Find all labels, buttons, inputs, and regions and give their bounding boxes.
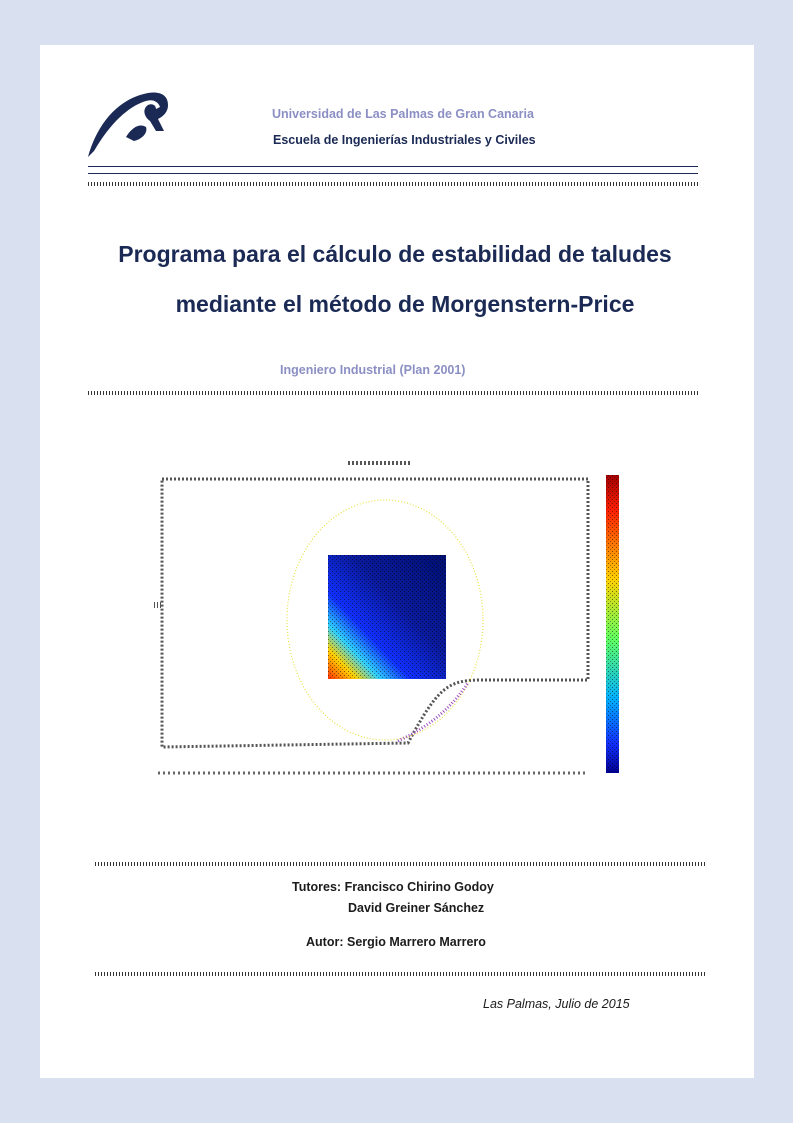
- place-and-date: Las Palmas, Julio de 2015: [483, 997, 630, 1011]
- tutors-top-dotted-rule: [95, 862, 707, 866]
- tutors-label: Tutores:: [292, 880, 342, 894]
- cover-page: [40, 45, 754, 1078]
- author-name: Sergio Marrero Marrero: [346, 935, 486, 949]
- tutor-2-name: David Greiner Sánchez: [348, 901, 485, 915]
- header-dotted-rule: [88, 182, 698, 186]
- degree-name: Ingeniero Industrial (Plan 2001): [280, 363, 466, 377]
- ulpgc-logo-icon: [86, 87, 172, 159]
- author-line: [306, 935, 486, 949]
- degree-dotted-rule: [88, 391, 698, 395]
- document-title-line-1: Programa para el cálculo de estabilidad de taludes: [118, 241, 672, 267]
- header-rule: [88, 166, 698, 174]
- author-bottom-dotted-rule: [95, 972, 707, 976]
- tutors-line: [292, 880, 494, 894]
- author-label: Autor:: [306, 935, 344, 949]
- tutor-1-name: Francisco Chirino Godoy: [344, 880, 494, 894]
- slope-stability-figure: [148, 455, 628, 800]
- document-title-line-2: mediante el método de Morgenstern-Price: [175, 291, 635, 317]
- school-name: Escuela de Ingenierías Industriales y Civiles: [273, 133, 536, 147]
- university-name: Universidad de Las Palmas de Gran Canaria: [272, 107, 534, 121]
